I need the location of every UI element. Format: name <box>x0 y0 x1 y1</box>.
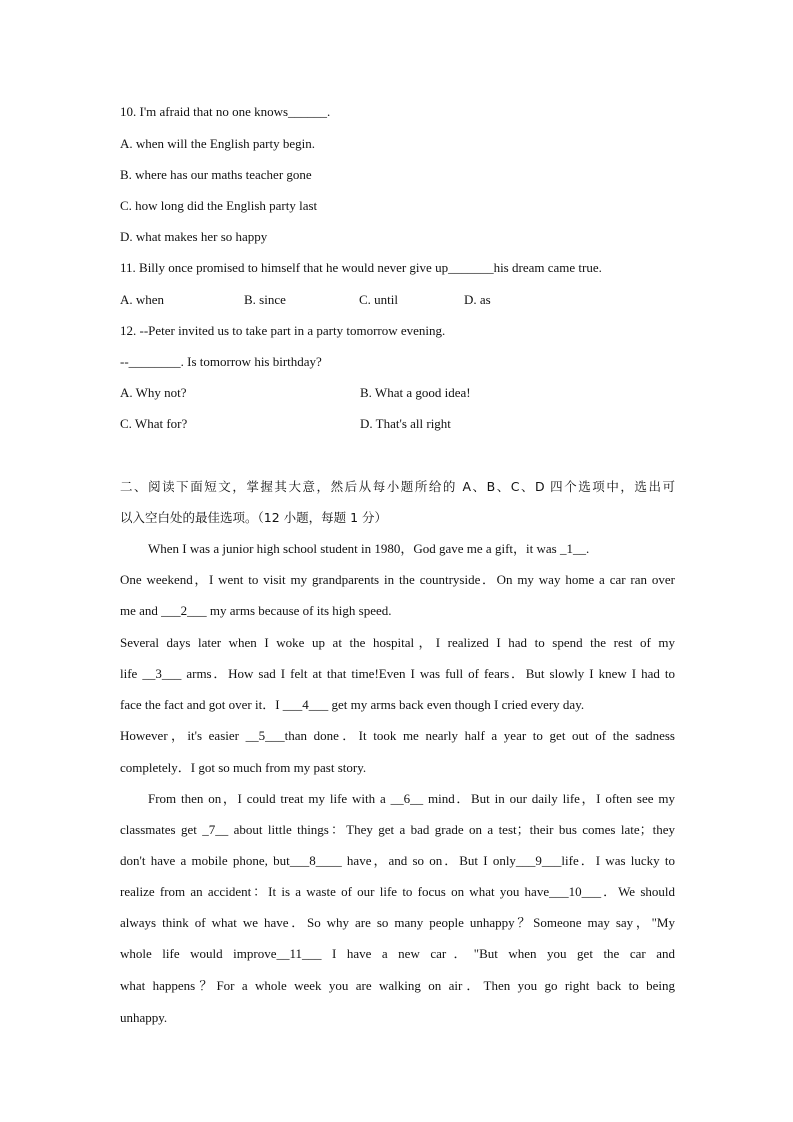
question-10-stem: 10. I'm afraid that no one knows______. <box>120 104 331 119</box>
question-11-option-a: A. when <box>120 292 165 307</box>
question-11-option-c: C. until <box>359 292 399 307</box>
passage-line-8: completely．I got so much from my past story. <box>120 760 367 775</box>
passage-line-5: life __3___ arms．How sad I felt at that time!Even I was full of fears．But slowly I knew I had to <box>120 666 675 681</box>
passage-line-6: face the fact and got over it．I ___4___ get my arms back even though I cried every day. <box>120 697 585 712</box>
passage-line-11: don't have a mobile phone, but___8____ have，and so on．But I only___9___life．I was lucky to <box>120 853 675 868</box>
passage-line-9: From then on，I could treat my life with a __6__ mind．But in our daily life，I often see my <box>148 791 676 806</box>
section-2-heading-line-2: 以入空白处的最佳选项。（12 小题，每题 1 分） <box>120 510 388 525</box>
question-12-reply: --________. Is tomorrow his birthday? <box>120 354 322 369</box>
question-11-option-b: B. since <box>244 292 286 307</box>
passage-line-3: me and ___2___ my arms because of its high speed. <box>120 603 392 618</box>
question-12-option-c: C. What for? <box>120 416 188 431</box>
passage-line-15: what happens？For a whole week you are walking on air．Then you go right back to being <box>120 978 675 993</box>
passage-line-7: However，it's easier __5___than done．It took me nearly half a year to get out of the sadness <box>120 728 675 743</box>
passage-line-14: whole life would improve__11___ I have a new car．"But when you get the car and <box>120 946 675 961</box>
passage-line-12: realize from an accident：It is a waste of our life to focus on what you have___10___．We should <box>120 884 675 899</box>
question-12-option-b: B. What a good idea! <box>360 385 471 400</box>
section-2-heading-line-1: 二、阅读下面短文，掌握其大意，然后从每小题所给的 A、B、C、D 四个选项中，选出可 <box>120 479 675 494</box>
passage-line-4: Several days later when I woke up at the hospital，I realized I had to spend the rest of my <box>120 635 675 650</box>
question-11-stem: 11. Billy once promised to himself that he would never give up_______his dream came true. <box>120 260 602 275</box>
passage-line-2: One weekend，I went to visit my grandparents in the countryside．On my way home a car ran over <box>120 572 675 587</box>
question-12-stem: 12. --Peter invited us to take part in a party tomorrow evening. <box>120 323 446 338</box>
passage-line-16: unhappy. <box>120 1010 168 1025</box>
question-11-option-d: D. as <box>464 292 491 307</box>
question-10-option-b: B. where has our maths teacher gone <box>120 167 312 182</box>
question-12-option-d: D. That's all right <box>360 416 451 431</box>
passage-line-13: always think of what we have．So why are so many people unhappy？Someone may say，"My <box>120 915 675 930</box>
question-10-option-a: A. when will the English party begin. <box>120 136 315 151</box>
passage-line-1: When I was a junior high school student in 1980，God gave me a gift，it was _1__. <box>148 541 590 556</box>
question-12-option-a: A. Why not? <box>120 385 187 400</box>
question-10-option-c: C. how long did the English party last <box>120 198 318 213</box>
question-10-option-d: D. what makes her so happy <box>120 229 268 244</box>
passage-line-10: classmates get _7__ about little things：They get a bad grade on a test；their bus comes late；they <box>120 822 675 837</box>
